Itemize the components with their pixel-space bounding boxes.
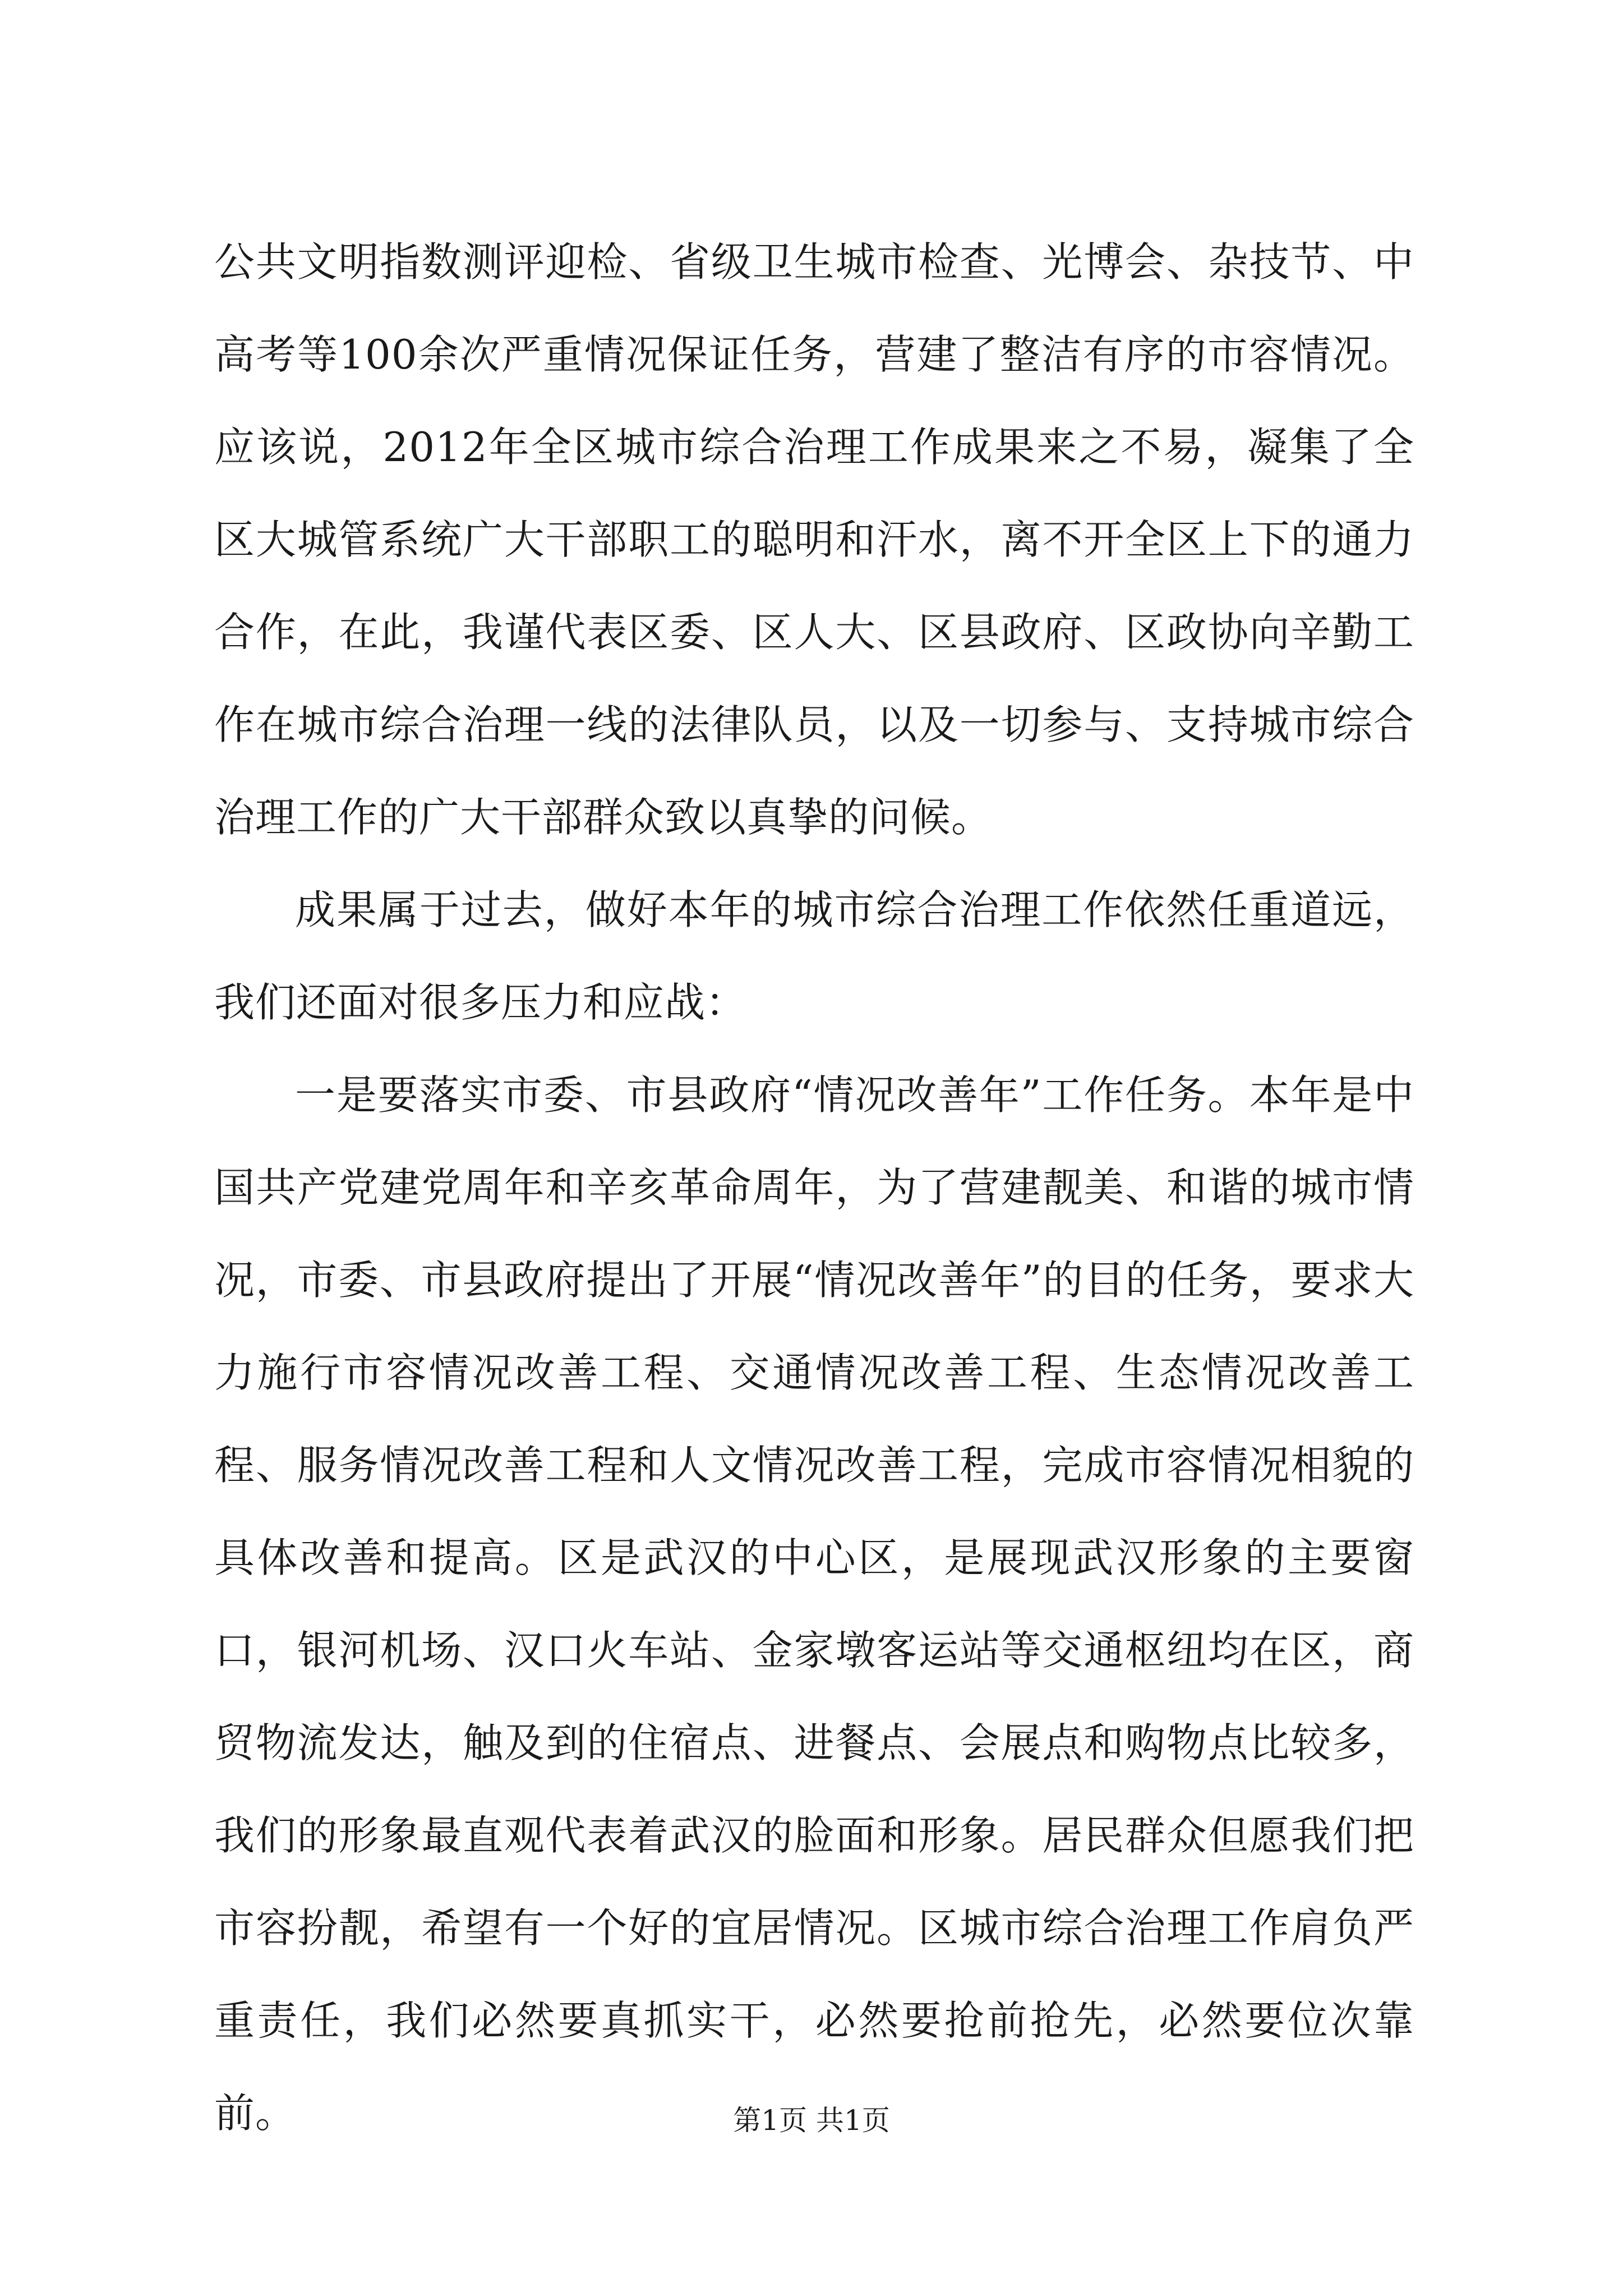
page-footer <box>0 2101 1623 2140</box>
document-body <box>214 216 1414 2160</box>
page-number: 第1页 共1页 <box>733 2104 890 2137</box>
paragraph-1: 公共文明指数测评迎检、省级卫生城市检查、光博会、杂技节、中高考等100余次严重情况保证任务，营建了整洁有序的市容情况。应该说，2012年全区城市综合治理工作成果来之不易，凝集了全区大城管系统广大干部职工的聪明和汗水，离不开全区上下的通力合作，在此，我谨代表区委、区人大、区县政府、区政协向辛勤工作在城市综合治理一线的法律队员，以及一切参与、支持城市综合治理工作的广大干部群众致以真挚的问候。 <box>214 238 1414 841</box>
paragraph-3: 一是要落实市委、市县政府“情况改善年”工作任务。本年是中国共产党建党周年和辛亥革命周年，为了营建靓美、和谐的城市情况，市委、市县政府提出了开展“情况改善年”的目的任务，要求大力施行市容情况改善工程、交通情况改善工程、生态情况改善工程、服务情况改善工程和人文情况改善工程，完成市容情况相貌的具体改善和提高。区是武汉的中心区，是展现武汉形象的主要窗口，银河机场、汉口火车站、金家墩客运站等交通枢纽均在区，商贸物流发达，触及到的住宿点、进餐点、会展点和购物点比较多，我们的形象最直观代表着武汉的脸面和形象。居民群众但愿我们把市容扮靓，希望有一个好的宜居情况。区城市综合治理工作肩负严重责任，我们必然要真抓实干，必然要抢前抢先，必然要位次靠前。 <box>214 1071 1414 2137</box>
paragraph-2: 成果属于过去，做好本年的城市综合治理工作依然任重道远，我们还面对很多压力和应战： <box>214 886 1414 1026</box>
